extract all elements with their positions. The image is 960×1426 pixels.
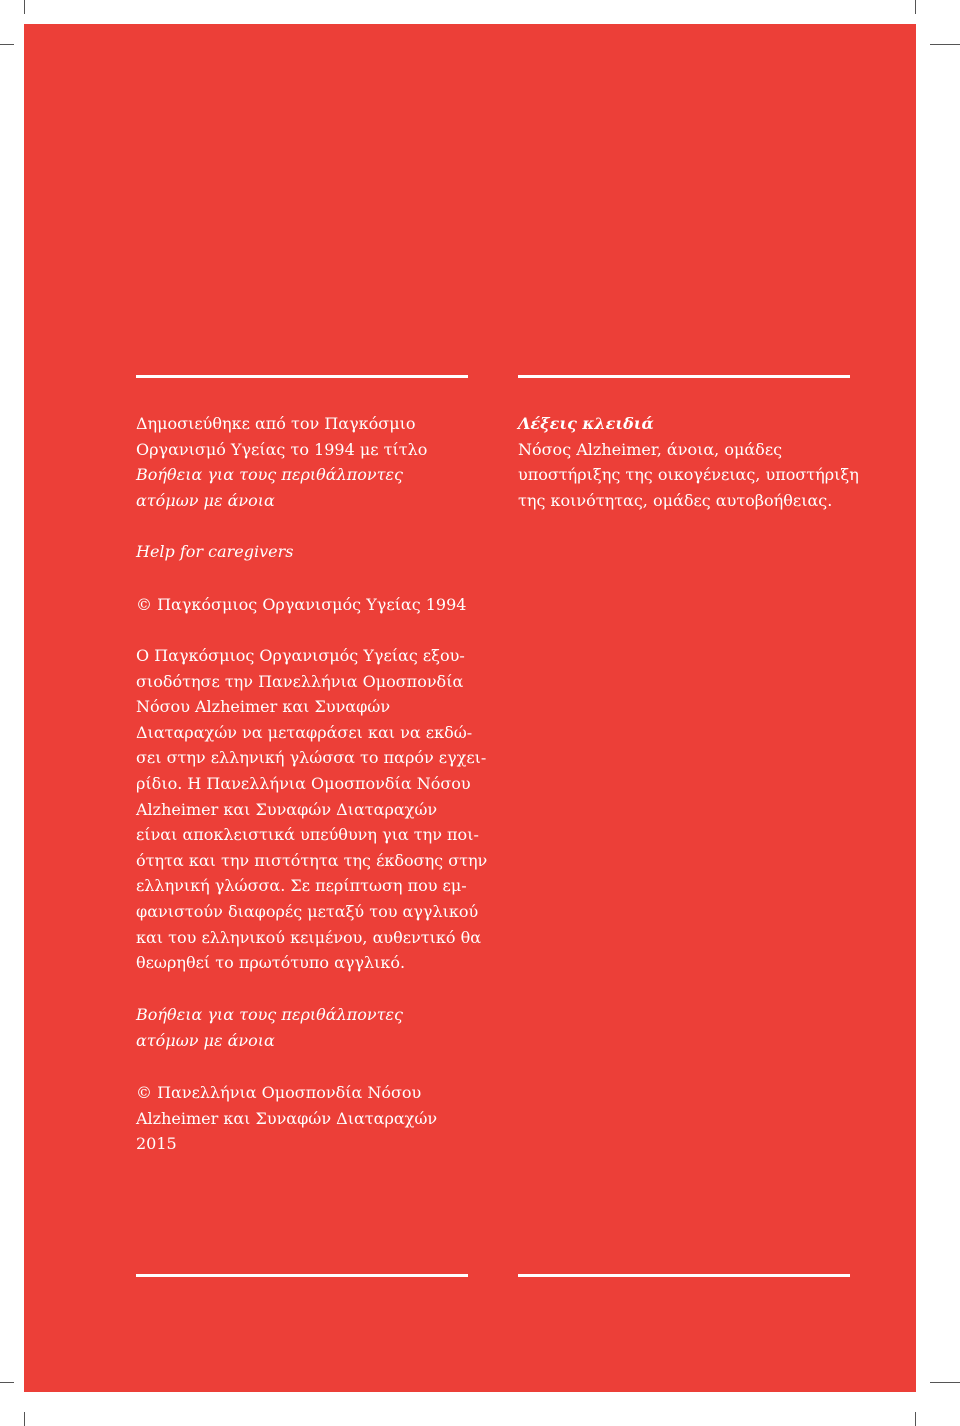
greek-title-line: Βοήθεια για τους περιθάλποντες xyxy=(136,1005,403,1024)
bottom-right-rule xyxy=(518,1274,850,1277)
top-right-rule xyxy=(518,375,850,378)
greek-copyright xyxy=(136,1080,437,1157)
published-line: Οργανισμό Υγείας το 1994 με τίτλο xyxy=(136,439,428,459)
keywords-line: της κοινότητας, ομάδες αυτοβοήθειας. xyxy=(518,490,833,510)
bottom-left-rule xyxy=(136,1274,468,1277)
top-left-rule xyxy=(136,375,468,378)
crop-mark xyxy=(24,1412,25,1426)
paragraph-line: θεωρηθεί το πρωτότυπο αγγλικό. xyxy=(136,953,406,973)
paragraph-line: σει στην ελληνική γλώσσα το παρόν εγχει- xyxy=(136,748,487,768)
keywords-block xyxy=(518,411,859,513)
paragraph-line: σιοδότησε την Πανελλήνια Ομοσπονδία xyxy=(136,671,464,691)
crop-mark xyxy=(0,44,14,45)
keywords-line: Νόσος Alzheimer, άνοια, ομάδες xyxy=(518,439,783,459)
paragraph-line: Νόσου Alzheimer και Συναφών xyxy=(136,697,391,717)
original-title-line: ατόμων με άνοια xyxy=(136,490,275,510)
published-note xyxy=(136,411,427,513)
greek-title xyxy=(136,1002,403,1053)
paragraph-line: Ο Παγκόσμιος Οργανισμός Υγείας εξου- xyxy=(136,646,465,665)
crop-mark xyxy=(930,44,960,45)
english-title xyxy=(136,539,294,565)
keywords-line: υποστήριξης της οικογένειας, υποστήριξη xyxy=(518,465,859,485)
who-copyright xyxy=(136,592,466,618)
crop-mark xyxy=(915,0,916,14)
paragraph-line: ότητα και την πιστότητα της έκδοσης στην xyxy=(136,850,488,870)
crop-mark xyxy=(930,1382,960,1383)
paragraph-line: ελληνική γλώσσα. Σε περίπτωση που εμ- xyxy=(136,876,467,896)
crop-mark xyxy=(24,0,25,14)
paragraph-line: ρίδιο. Η Πανελλήνια Ομοσπονδία Νόσου xyxy=(136,773,471,793)
copyright-page xyxy=(24,24,916,1392)
greek-title-line: ατόμων με άνοια xyxy=(136,1030,275,1050)
greek-copyright-line: 2015 xyxy=(136,1134,177,1154)
paragraph-line: είναι αποκλειστικά υπεύθυνη για την ποι- xyxy=(136,825,479,845)
original-title-line: Βοήθεια για τους περιθάλποντες xyxy=(136,465,403,485)
who-copyright-text: © Παγκόσμιος Οργανισμός Υγείας 1994 xyxy=(136,595,467,614)
authorization-paragraph xyxy=(136,643,487,976)
english-title-text: Help for caregivers xyxy=(136,542,294,561)
keywords-heading: Λέξεις κλειδιά xyxy=(518,414,654,433)
greek-copyright-line: © Πανελλήνια Ομοσπονδία Νόσου xyxy=(136,1083,422,1102)
paragraph-line: Διαταραχών να μεταφράσει και να εκδώ- xyxy=(136,722,473,742)
paragraph-line: φανιστούν διαφορές μεταξύ του αγγλικού xyxy=(136,901,479,921)
paragraph-line: Alzheimer και Συναφών Διαταραχών xyxy=(136,799,438,819)
crop-mark xyxy=(915,1412,916,1426)
crop-mark xyxy=(0,1382,14,1383)
paragraph-line: και του ελληνικού κειμένου, αυθεντικό θα xyxy=(136,927,482,947)
published-line: Δημοσιεύθηκε από τον Παγκόσμιο xyxy=(136,414,416,433)
greek-copyright-line: Alzheimer και Συναφών Διαταραχών xyxy=(136,1108,438,1128)
